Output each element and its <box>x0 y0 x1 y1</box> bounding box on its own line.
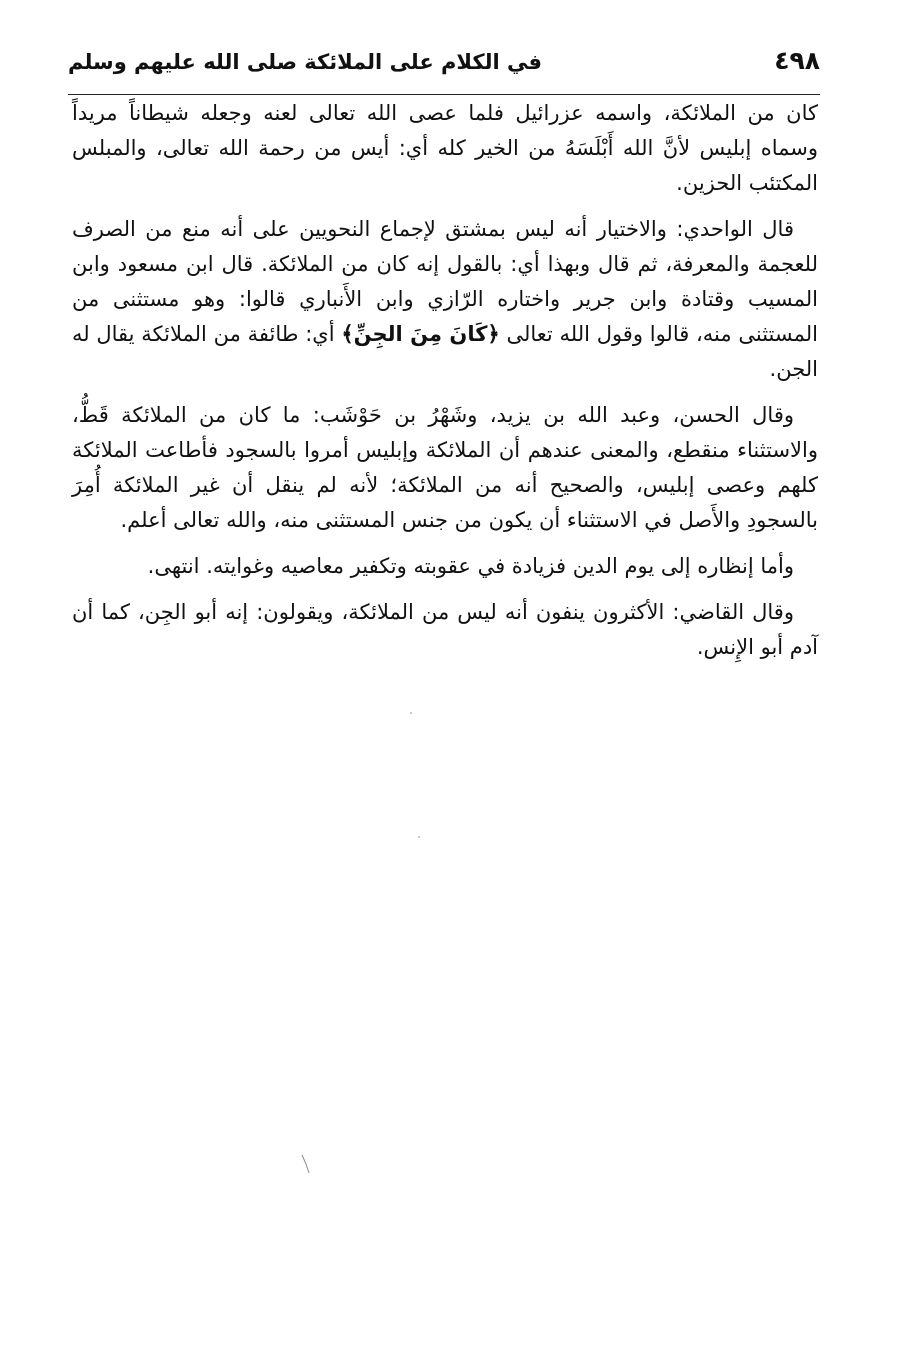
scan-artifact-mark <box>300 1154 312 1174</box>
paragraph-qadi: وقال القاضي: الأكثرون ينفون أنه ليس من الملائكة، ويقولون: إنه أبو الجِن، كما أن آدم أبو الإِنس. <box>72 600 818 659</box>
paragraph-wahidi <box>72 212 818 387</box>
scan-dot <box>418 836 420 838</box>
page-number: ٤٩٨ <box>774 46 820 75</box>
paragraph-hasan: وقال الحسن، وعبد الله بن يزيد، وشَهْرُ بن حَوْشَب: ما كان من الملائكة قَطُّ، والاستثناء منقطع، والمعنى عندهم أن الملائكة وإبليس أمروا بالسجود فأطاعت الملائكة كلهم وعصى إبليس، والصحيح أنه من الملائكة؛ لأنه لم ينقل أن غير الملائكة أُمِرَ بالسجودِ والأَصل في الاستثناء أن يكون من جنس المستثنى منه، والله تعالى أعلم. <box>72 403 818 532</box>
quran-quote: ﴿كَانَ مِنَ الجِنِّ﴾ <box>341 322 500 346</box>
chapter-title: في الكلام على الملائكة صلى الله عليهم وسلم <box>68 50 542 74</box>
paragraph-wahidi-text: قال الواحدي: والاختيار أنه ليس بمشتق لإجماع النحويين على أنه منع من الصرف للعجمة والمعرفة، ثم قال وبهذا أي: بالقول إنه كان من الملائكة. قال ابن مسعود وابن المسيب وقتادة وابن جرير واختاره الرّازي وابن الأَنباري قالوا: وهو مستثنى من المستثنى منه، قالوا وقول الله تعالى <box>72 217 818 346</box>
running-header <box>68 44 820 95</box>
paragraph-wahidi-tail: أي: طائفة من الملائكة يقال له الجن. <box>72 322 818 381</box>
body-text <box>72 96 818 676</box>
paragraph-iblis-name: كان من الملائكة، واسمه عزرائيل فلما عصى الله تعالى لعنه وجعله شيطاناً مريداً وسماه إبليس لأنَّ الله أَبْلَسَهُ من الخير كله أي: أيس من رحمة الله تعالى، والمبلس المكتئب الحزين. <box>72 101 818 195</box>
paragraph-inzar: وأما إنظاره إلى يوم الدين فزيادة في عقوبته وتكفير معاصيه وغوايته. انتهى. <box>147 554 794 578</box>
scan-dot <box>410 712 412 714</box>
